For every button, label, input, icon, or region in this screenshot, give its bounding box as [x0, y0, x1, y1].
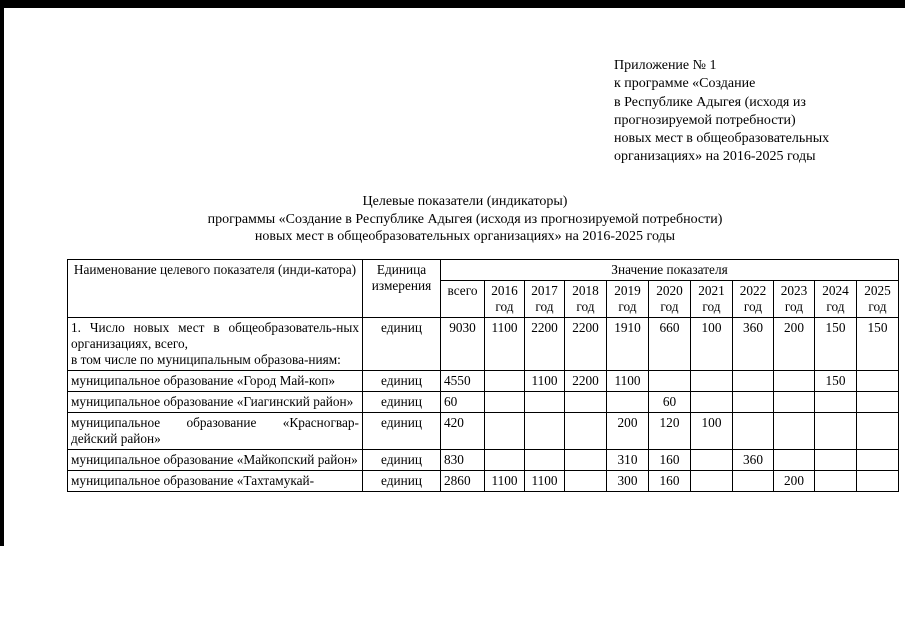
header-indicator-name: Наименование целевого показателя (инди-катора) — [68, 260, 363, 318]
value-cell: 200 — [774, 471, 815, 492]
value-cell — [607, 392, 649, 413]
header-year-suffix: год — [868, 299, 887, 314]
indicator-name-part: муниципальное образование «Майкопский район» — [71, 452, 358, 467]
value-cell — [733, 371, 774, 392]
value-cell: 300 — [607, 471, 649, 492]
appendix-line: прогнозируемой потребности) — [614, 112, 796, 128]
total-cell: 4550 — [441, 371, 485, 392]
header-year-suffix: год — [702, 299, 721, 314]
value-cell — [649, 371, 691, 392]
unit-cell: единиц — [363, 450, 441, 471]
value-cell — [857, 392, 899, 413]
header-year-number: 2018 — [572, 283, 599, 298]
value-cell: 1910 — [607, 318, 649, 371]
value-cell — [565, 471, 607, 492]
document-title — [140, 193, 790, 246]
total-cell: 60 — [441, 392, 485, 413]
value-cell: 150 — [857, 318, 899, 371]
header-year — [649, 281, 691, 318]
table-row — [68, 413, 899, 450]
appendix-line: к программе «Создание — [614, 76, 756, 92]
value-cell — [565, 450, 607, 471]
indicators-table — [67, 259, 899, 492]
scan-border-top — [0, 0, 905, 8]
value-cell — [774, 450, 815, 471]
value-cell — [565, 392, 607, 413]
value-cell: 660 — [649, 318, 691, 371]
header-year-number: 2022 — [739, 283, 767, 298]
value-cell: 160 — [649, 471, 691, 492]
indicator-name-part: муниципальное образование «Гиагинский район» — [71, 394, 354, 409]
total-cell: 420 — [441, 413, 485, 450]
indicator-name — [68, 450, 363, 471]
value-cell — [485, 450, 525, 471]
header-year-number: 2023 — [780, 283, 808, 298]
header-year — [565, 281, 607, 318]
header-year-number: 2021 — [698, 283, 725, 298]
title-line: программы «Создание в Республике Адыгея (исходя из прогнозируемой потребности) — [207, 211, 723, 227]
scan-border-left — [0, 0, 4, 640]
table-row — [68, 450, 899, 471]
indicator-name-part: муниципальное образование «Тахтамукай- — [71, 473, 315, 488]
table-row — [68, 471, 899, 492]
header-year-suffix: год — [826, 299, 845, 314]
header-year — [774, 281, 815, 318]
value-cell — [691, 450, 733, 471]
page-blank-area — [0, 546, 905, 640]
value-cell — [857, 371, 899, 392]
value-cell: 1100 — [485, 471, 525, 492]
header-year-number: 2020 — [656, 283, 683, 298]
value-cell: 200 — [607, 413, 649, 450]
indicator-name — [68, 413, 363, 450]
value-cell: 1100 — [525, 371, 565, 392]
indicator-name-part: муниципальное образование «Город Май-коп» — [71, 373, 336, 388]
header-year — [815, 281, 857, 318]
value-cell: 2200 — [565, 371, 607, 392]
value-cell: 150 — [815, 318, 857, 371]
value-cell: 2200 — [525, 318, 565, 371]
appendix-line: новых мест в общеобразовательных — [614, 131, 830, 147]
value-cell — [733, 413, 774, 450]
value-cell: 160 — [649, 450, 691, 471]
header-year-number: 2016 — [491, 283, 518, 298]
value-cell: 120 — [649, 413, 691, 450]
header-total: всего — [441, 281, 485, 318]
header-year-suffix: год — [660, 299, 679, 314]
value-cell — [565, 413, 607, 450]
value-cell — [815, 450, 857, 471]
appendix-note — [614, 57, 829, 167]
header-year — [525, 281, 565, 318]
header-year-number: 2024 — [822, 283, 849, 298]
header-year — [607, 281, 649, 318]
value-cell — [485, 371, 525, 392]
header-year-suffix: год — [743, 299, 763, 314]
header-year-number: 2025 — [864, 283, 891, 298]
header-year-suffix: год — [535, 299, 554, 314]
table-row — [68, 318, 899, 371]
indicator-name — [68, 392, 363, 413]
header-year-suffix: год — [784, 299, 804, 314]
value-cell — [525, 392, 565, 413]
table-row — [68, 392, 899, 413]
title-line: Целевые показатели (индикаторы) — [362, 194, 568, 209]
header-year — [857, 281, 899, 318]
value-cell — [857, 471, 899, 492]
value-cell: 100 — [691, 318, 733, 371]
value-cell — [485, 413, 525, 450]
indicator-name-part: в том числе по муниципальным образова-ниям: — [71, 352, 341, 367]
value-cell: 1100 — [485, 318, 525, 371]
value-cell — [691, 371, 733, 392]
header-year — [691, 281, 733, 318]
header-year-suffix: год — [576, 299, 595, 314]
value-cell — [857, 413, 899, 450]
header-year — [733, 281, 774, 318]
value-cell — [485, 392, 525, 413]
value-cell — [525, 450, 565, 471]
header-unit: Единица измерения — [363, 260, 441, 318]
value-cell: 1100 — [607, 371, 649, 392]
value-cell — [525, 413, 565, 450]
appendix-line: организациях» на 2016-2025 годы — [614, 149, 816, 165]
value-cell: 360 — [733, 318, 774, 371]
value-cell: 310 — [607, 450, 649, 471]
table-header-row — [68, 260, 899, 281]
value-cell: 100 — [691, 413, 733, 450]
value-cell: 360 — [733, 450, 774, 471]
indicator-name — [68, 318, 363, 371]
value-cell: 60 — [649, 392, 691, 413]
header-year-suffix: год — [618, 299, 637, 314]
value-cell: 1100 — [525, 471, 565, 492]
indicator-name-part: 1. Число новых мест в общеобразователь-ных организациях, всего, — [71, 320, 359, 351]
total-cell: 830 — [441, 450, 485, 471]
header-year-number: 2017 — [531, 283, 558, 298]
value-cell — [774, 392, 815, 413]
unit-cell: единиц — [363, 413, 441, 450]
value-cell — [815, 392, 857, 413]
appendix-line: Приложение № 1 — [614, 58, 717, 73]
value-cell: 200 — [774, 318, 815, 371]
header-year-suffix: год — [495, 299, 514, 314]
total-cell: 9030 — [441, 318, 485, 371]
title-line: новых мест в общеобразовательных организациях» на 2016-2025 годы — [254, 229, 676, 244]
value-cell — [857, 450, 899, 471]
header-year — [485, 281, 525, 318]
value-cell: 150 — [815, 371, 857, 392]
unit-cell: единиц — [363, 371, 441, 392]
unit-cell: единиц — [363, 318, 441, 371]
value-cell — [733, 471, 774, 492]
value-cell — [774, 413, 815, 450]
indicator-name — [68, 471, 363, 492]
header-value-group: Значение показателя — [441, 260, 899, 281]
unit-cell: единиц — [363, 392, 441, 413]
value-cell: 2200 — [565, 318, 607, 371]
appendix-line: в Республике Адыгея (исходя из — [614, 94, 806, 110]
indicator-name — [68, 371, 363, 392]
value-cell — [691, 471, 733, 492]
indicator-name-part: муниципальное образование «Красногвар-дейский район» — [71, 415, 359, 446]
value-cell — [733, 392, 774, 413]
value-cell — [774, 371, 815, 392]
value-cell — [815, 413, 857, 450]
value-cell — [815, 471, 857, 492]
table-row — [68, 371, 899, 392]
header-year-number: 2019 — [614, 283, 641, 298]
total-cell: 2860 — [441, 471, 485, 492]
unit-cell: единиц — [363, 471, 441, 492]
value-cell — [691, 392, 733, 413]
